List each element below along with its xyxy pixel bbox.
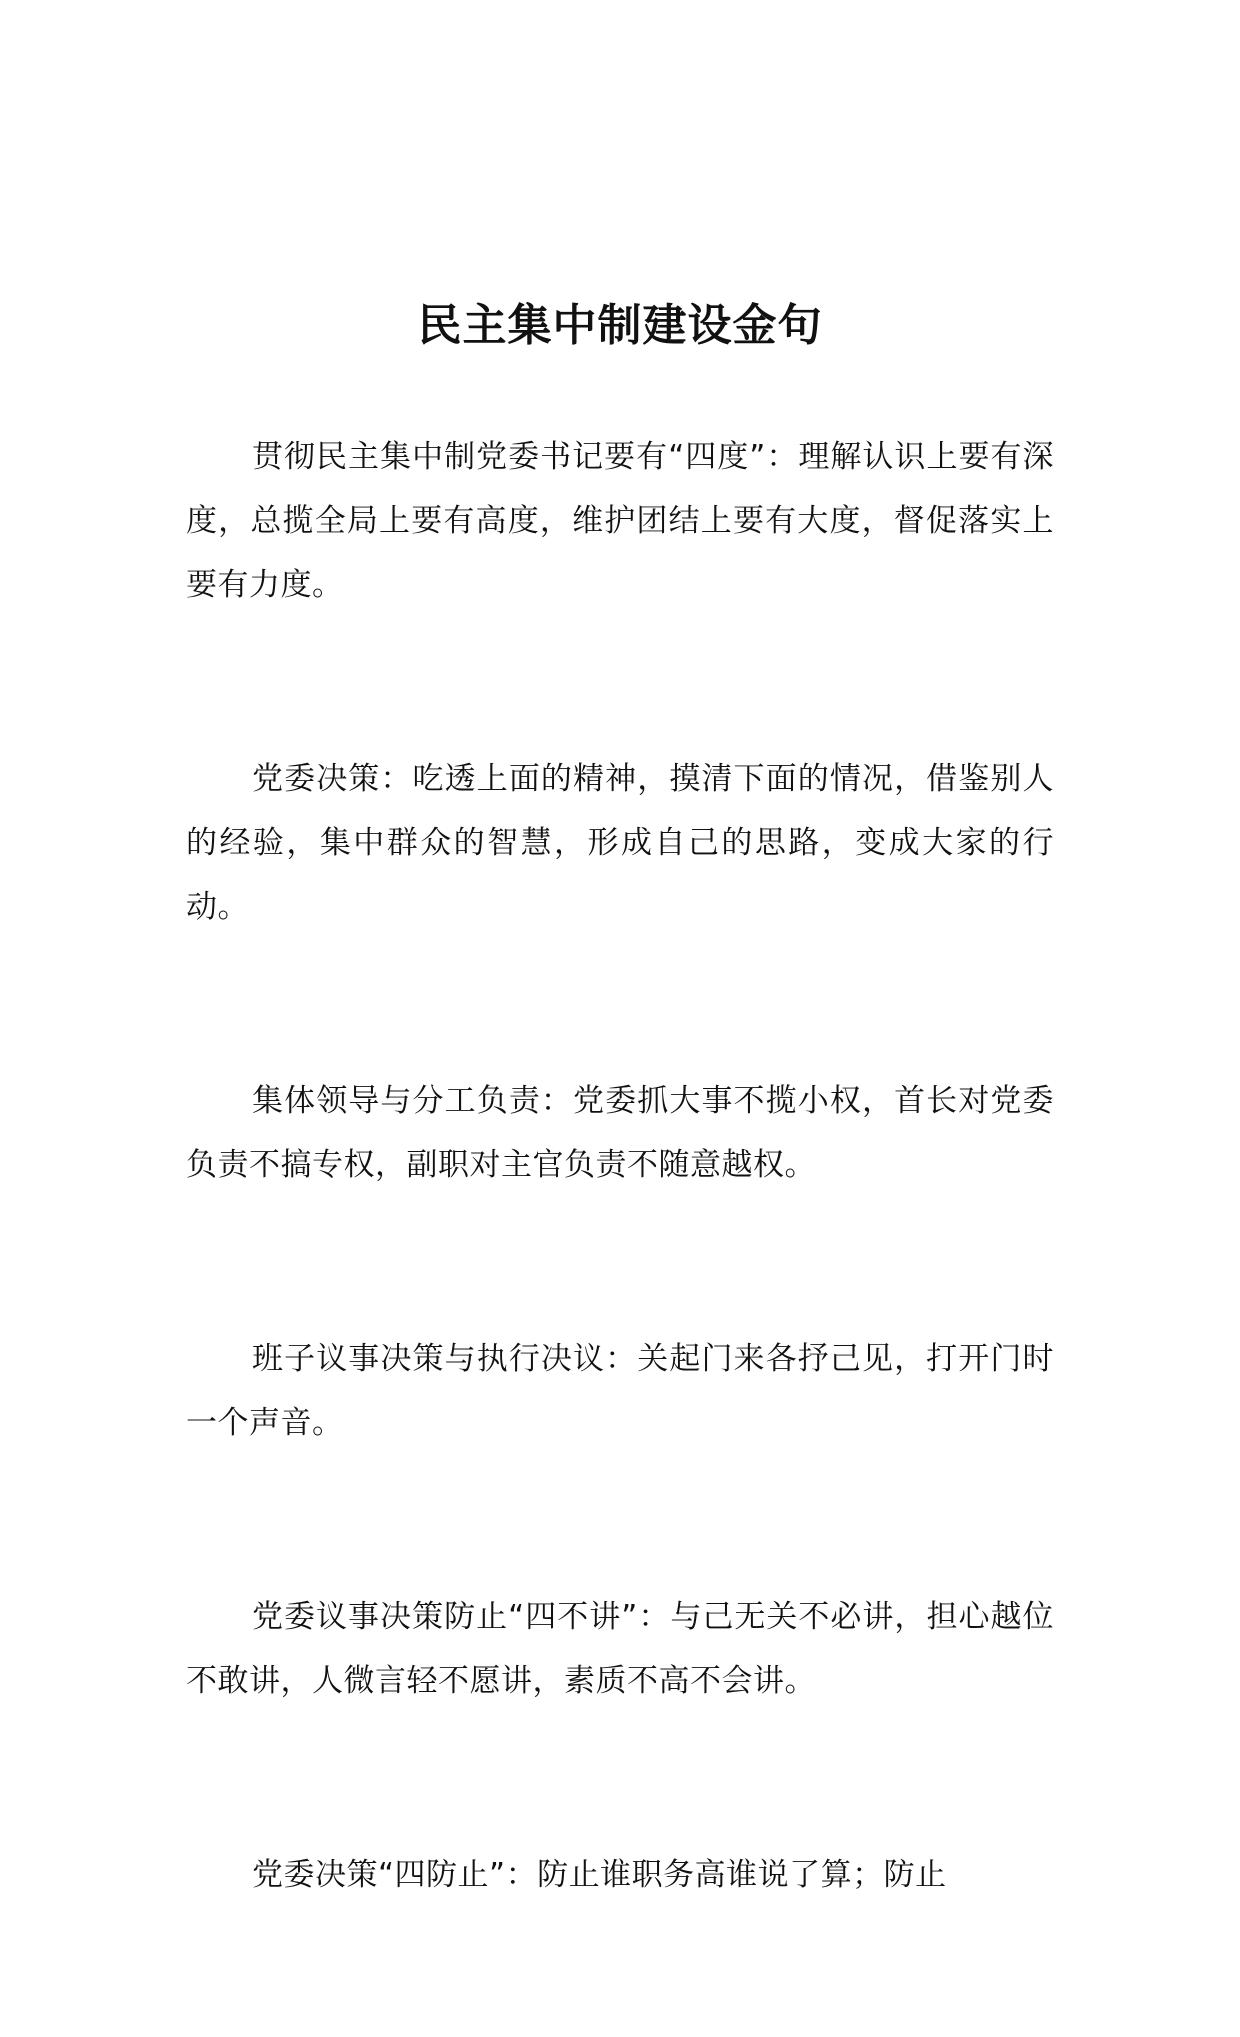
document-title: 民主集中制建设金句 [417, 300, 823, 351]
paragraph-si-bu-jiang: 党委议事决策防止“四不讲”：与己无关不必讲，担心越位不敢讲，人微言轻不愿讲，素质不高不会讲。 [186, 1599, 1054, 1699]
document-body [186, 425, 1054, 2037]
paragraph-banzi-yishi: 班子议事决策与执行决议：关起门来各抒己见，打开门时一个声音。 [186, 1341, 1054, 1441]
paragraph-dangwei-juece: 党委决策：吃透上面的精神，摸清下面的情况，借鉴别人的经验，集中群众的智慧，形成自己的思路，变成大家的行动。 [186, 761, 1054, 925]
paragraph-si-fangzhi: 党委决策“四防止”：防止谁职务高谁说了算；防止 [252, 1857, 947, 1893]
paragraph-si-du: 贯彻民主集中制党委书记要有“四度”：理解认识上要有深度，总揽全局上要有高度，维护团结上要有大度，督促落实上要有力度。 [186, 439, 1054, 603]
paragraph-jiti-lingdao: 集体领导与分工负责：党委抓大事不揽小权，首长对党委负责不搞专权，副职对主官负责不随意越权。 [186, 1083, 1054, 1183]
